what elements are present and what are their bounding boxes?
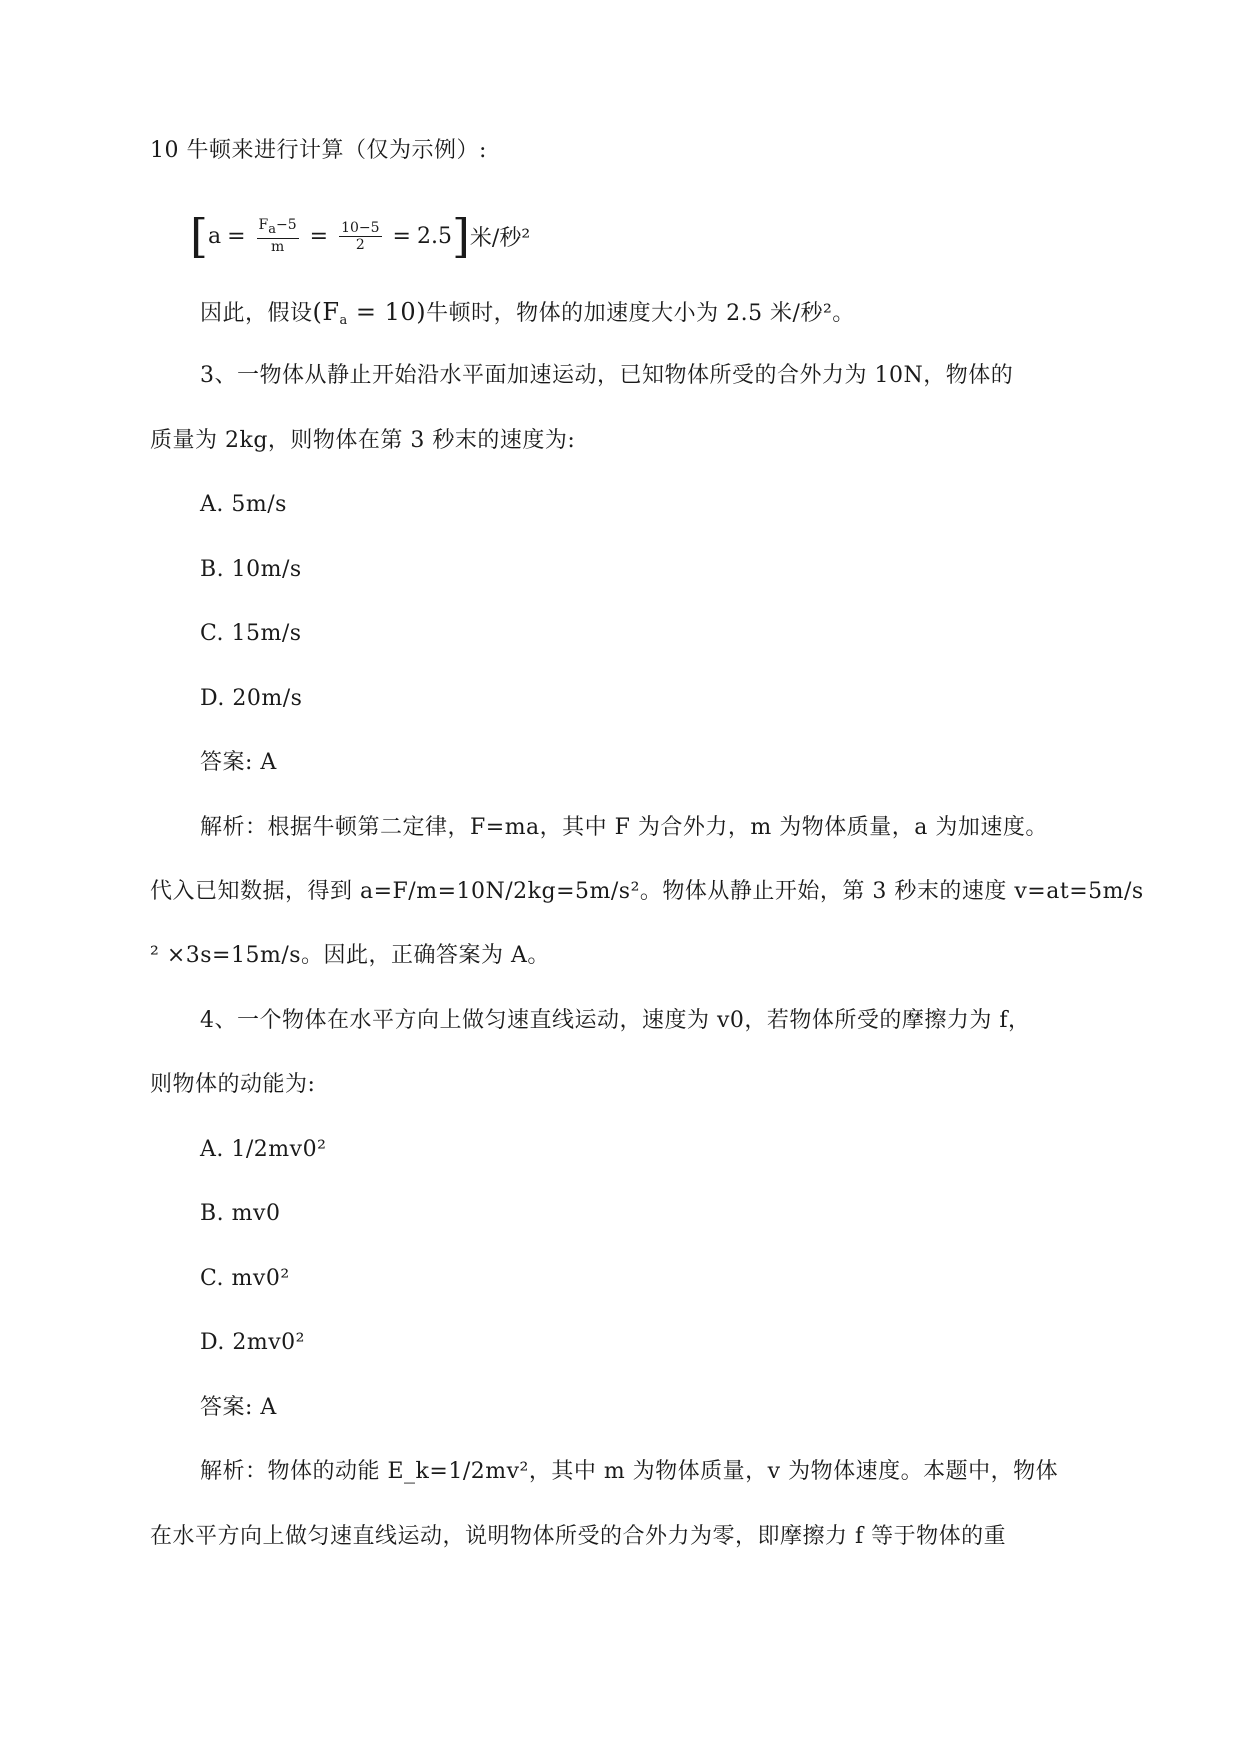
q3-answer: 答案: A xyxy=(200,750,277,775)
paragraph-line: 因此，假设$(F_a = 10)$牛顿时，物体的加速度大小为 2.5 米/秒²。 xyxy=(200,298,855,328)
q4-option-a: A. 1/2mv0² xyxy=(200,1137,327,1162)
q3-option-c: C. 15m/s xyxy=(200,621,302,646)
bracket-right: ] xyxy=(451,209,470,263)
formula-fraction-2 xyxy=(339,220,381,253)
question-3-stem-cont: 质量为 2kg，则物体在第 3 秒末的速度为: xyxy=(150,428,576,453)
formula-result: 2.5 xyxy=(416,223,452,249)
question-4-stem: 4、一个物体在水平方向上做匀速直线运动，速度为 v0，若物体所受的摩擦力为 f， xyxy=(200,1008,1031,1033)
q3-option-d: D. 20m/s xyxy=(200,686,303,711)
formula-eq: = xyxy=(227,223,246,249)
question-3-stem: 3、一物体从静止开始沿水平面加速运动，已知物体所受的合外力为 10N，物体的 xyxy=(200,363,1014,388)
q3-option-b: B. 10m/s xyxy=(200,557,302,582)
fraction-1-denominator: m xyxy=(270,239,285,255)
q3-explanation: 解析：根据牛顿第二定律，F=ma，其中 F 为合外力，m 为物体质量，a 为加速度。 xyxy=(200,815,1048,840)
bracket-left: [ xyxy=(190,209,208,263)
q4-option-c: C. mv0² xyxy=(200,1266,290,1291)
formula-unit: 米/秒² xyxy=(469,225,531,251)
fraction-2-numerator: 10−5 xyxy=(341,219,380,236)
inline-formula: $(F_a = 10)$ xyxy=(312,298,427,328)
q4-option-b: B. mv0 xyxy=(200,1201,281,1226)
q4-explanation-cont: 在水平方向上做匀速直线运动，说明物体所受的合外力为零，即摩擦力 f 等于物体的重 xyxy=(150,1524,1007,1549)
q4-explanation: 解析：物体的动能 E_k=1/2mv²，其中 m 为物体质量，v 为物体速度。本题中，物体 xyxy=(200,1459,1059,1484)
paragraph-line: 10 牛顿来进行计算（仅为示例）: xyxy=(150,138,487,163)
formula-eq-2: = xyxy=(309,223,329,249)
q4-option-d: D. 2mv0² xyxy=(200,1330,305,1355)
q3-explanation-cont: 代入已知数据，得到 a=F/m=10N/2kg=5m/s²。物体从静止开始，第 3 秒末的速度 v=at=5m/s xyxy=(150,879,1144,904)
q4-answer: 答案: A xyxy=(200,1395,277,1420)
formula-lhs: a xyxy=(207,223,222,249)
fraction-2-denominator: 2 xyxy=(355,236,365,253)
formula-eq-3: = xyxy=(392,223,411,249)
q3-explanation-cont-2: ² ×3s=15m/s。因此，正确答案为 A。 xyxy=(150,943,550,968)
formula-fraction-1 xyxy=(257,217,299,255)
q3-option-a: A. 5m/s xyxy=(200,492,287,517)
acceleration-formula xyxy=(190,208,530,264)
fraction-1-numerator: Fa−5 xyxy=(258,217,297,237)
question-4-stem-cont: 则物体的动能为: xyxy=(150,1072,316,1097)
